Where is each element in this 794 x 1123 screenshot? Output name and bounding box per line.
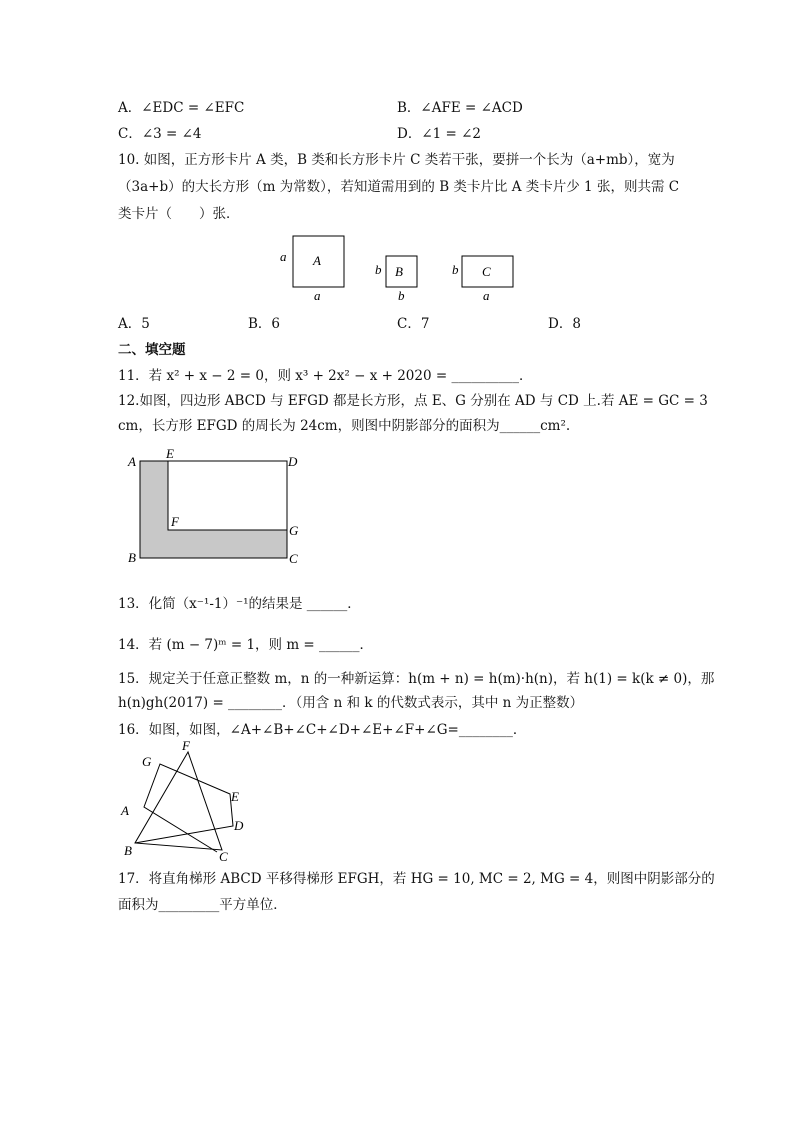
point-c-label: C: [219, 849, 228, 864]
point-d-label: D: [234, 818, 244, 833]
point-e-label: E: [166, 446, 174, 461]
card-b: [375, 256, 417, 303]
q15-text-line2: h(n)gh(2017) = ________．（用含 n 和 k 的代数式表示，其中 n 为正整数）: [118, 695, 584, 711]
q10-text-line3: 类卡片（ ）张．: [118, 206, 240, 222]
card-b-bottom-label: b: [398, 288, 405, 303]
point-b-label: B: [128, 550, 136, 565]
point-a-label: A: [128, 454, 136, 469]
q10-text-line2: （3a+b）的大长方形（m 为常数），若知道需用到的 B 类卡片比 A 类卡片少 1 张，则共需 C: [118, 179, 680, 195]
q9-option-c: C．∠3 = ∠4: [118, 126, 202, 142]
point-e-label: E: [231, 789, 239, 804]
q9-option-b: B．∠AFE = ∠ACD: [397, 100, 523, 116]
card-a: [280, 236, 344, 303]
q10-option-b: B．6: [248, 316, 281, 332]
card-a-label: A: [313, 253, 321, 268]
q16-text: 16．如图，如图，∠A+∠B+∠C+∠D+∠E+∠F+∠G=________．: [118, 722, 527, 738]
card-a-bottom-label: a: [314, 288, 321, 303]
point-f-label: F: [171, 514, 179, 529]
q17-text-line2: 面积为_________平方单位．: [118, 897, 287, 913]
point-b-label: B: [124, 843, 132, 858]
q11-text: 11．若 x² + x − 2 = 0，则 x³ + 2x² − x + 2020 = __________．: [118, 368, 533, 384]
q10-option-a: A．5: [118, 316, 150, 332]
point-c-label: C: [289, 551, 298, 566]
q14-text: 14．若 (m − 7)ᵐ = 1，则 m = ______．: [118, 637, 374, 653]
q10-option-d: D．8: [548, 316, 581, 332]
q12-rectangle-figure: [120, 446, 310, 572]
card-b-label: B: [395, 264, 403, 279]
card-b-side-label: b: [375, 262, 382, 277]
q9-option-d: D．∠1 = ∠2: [397, 126, 482, 142]
card-a-side-label: a: [280, 249, 287, 264]
point-a-label: A: [121, 803, 129, 818]
section-title-fill-in: 二、填空题: [118, 342, 186, 358]
point-f-label: F: [182, 740, 190, 753]
q10-cards-figure: [270, 228, 530, 308]
q10-option-c: C．7: [397, 316, 430, 332]
card-c-side-label: b: [452, 262, 459, 277]
q16-star-figure: [115, 740, 265, 866]
card-c-label: C: [482, 264, 491, 279]
card-c-bottom-label: a: [483, 288, 490, 303]
card-c: [452, 256, 513, 303]
point-d-label: D: [288, 454, 298, 469]
shaded-l-region: [140, 461, 287, 558]
q12-text-line2: cm，长方形 EFGD 的周长为 24cm，则图中阴影部分的面积为______cm².: [118, 418, 571, 434]
q9-option-a: A．∠EDC = ∠EFC: [118, 100, 245, 116]
rectangle-efgd-edges: [168, 461, 287, 530]
point-g-label: G: [289, 523, 299, 538]
point-g-label: G: [142, 754, 152, 769]
q10-text-line1: 10. 如图，正方形卡片 A 类，B 类和长方形卡片 C 类若干张，要拼一个长为（a+mb），宽为: [118, 152, 675, 168]
q17-text-line1: 17．将直角梯形 ABCD 平移得梯形 EFGH，若 HG = 10, MC = 2, MG = 4，则图中阴影部分的: [118, 871, 715, 887]
q12-text-line1: 12.如图，四边形 ABCD 与 EFGD 都是长方形，点 E、G 分别在 AD 与 CD 上.若 AE = GC = 3: [118, 393, 708, 409]
q15-text-line1: 15．规定关于任意正整数 m，n 的一种新运算：h(m + n) = h(m)·h(n)，若 h(1) = k(k ≠ 0)，那: [118, 671, 715, 687]
q13-text: 13．化简（x⁻¹-1）⁻¹的结果是 ______．: [118, 596, 361, 612]
